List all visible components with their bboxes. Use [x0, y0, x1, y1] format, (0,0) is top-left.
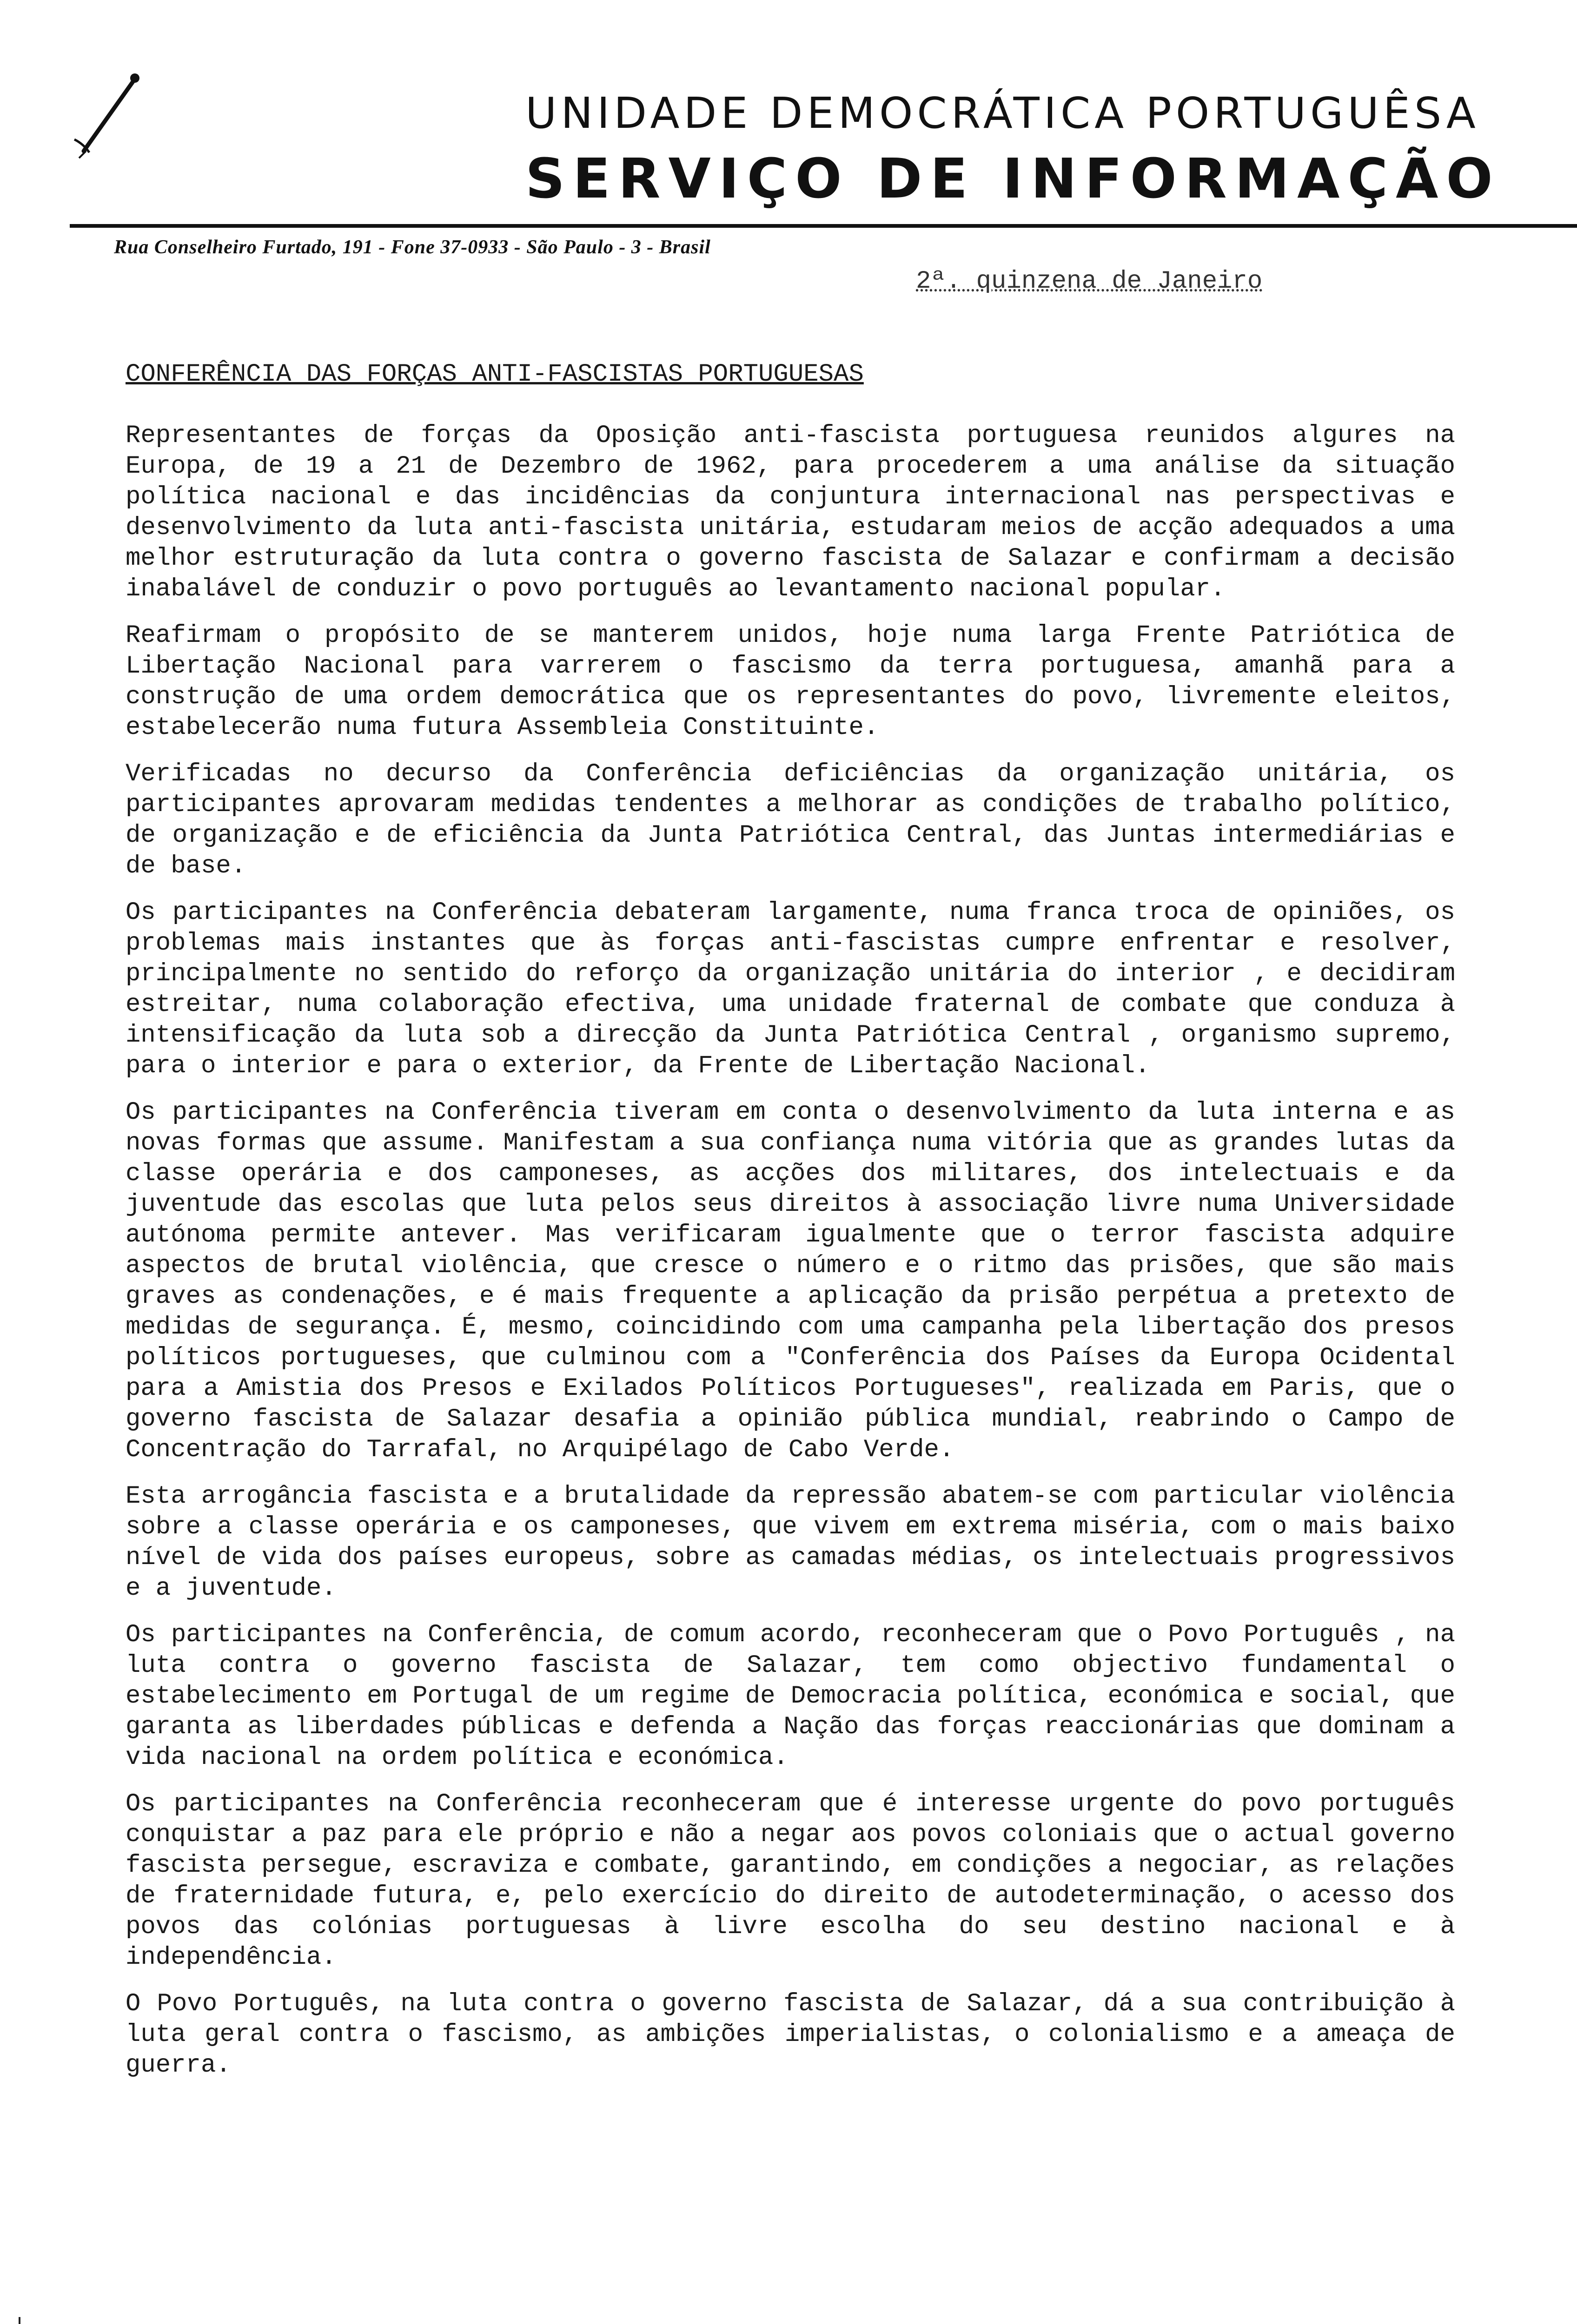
paragraph: Reafirmam o propósito de se manterem unidos, hoje numa larga Frente Patriótica de Libertação Nacional para varrerem o fascismo da terra portuguesa, amanhã para a construção de uma ordem democrática que os representantes do povo, livremente eleitos, estabelecerão numa futura Assembleia Constituinte.	[126, 621, 1455, 742]
article-body	[126, 421, 1455, 2097]
margin-rule	[19, 2317, 20, 2324]
organization-name: UNIDADE DEMOCRÁTICA PORTUGUÊSA	[525, 88, 1480, 138]
paragraph: Os participantes na Conferência tiveram em conta o desenvolvimento da luta interna e as novas formas que assume. Manifestam a sua confiança numa vitória que as grandes lutas da classe operária e dos camponeses, as acções dos militares, dos intelectuais e da juventude das escolas que luta pelos seus direitos à associação livre numa Universidade autónoma permite antever. Mas verificaram igualmente que o terror fascista adquire aspectos de brutal violência, que cresce o número e o ritmo das prisões, que são mais graves as condenações, e é mais frequente a aplicação da prisão perpétua a pretexto de medidas de segurança. É, mesmo, coincidindo com uma campanha pela libertação dos presos políticos portugueses, que culminou com a "Conferência dos Países da Europa Ocidental para a Amistia dos Presos e Exilados Políticos Portugueses", realizada em Paris, que o governo fascista de Salazar desafia a opinião pública mundial, reabrindo o Campo de Concentração do Tarrafal, no Arquipélago de Cabo Verde.	[126, 1098, 1455, 1464]
header-rule	[70, 224, 1577, 228]
paragraph: Os participantes na Conferência, de comum acordo, reconheceram que o Povo Português , na luta contra o governo fascista de Salazar, tem como objectivo fundamental o estabelecimento em Portugal de um regime de Democracia política, económica e social, que garanta as liberdades públicas e defenda a Nação das forças reaccionárias que dominam a vida nacional na ordem política e económica.	[126, 1621, 1455, 1772]
pen-stroke-logo-icon	[70, 70, 149, 163]
paragraph: Os participantes na Conferência reconheceram que é interesse urgente do povo português conquistar a paz para ele próprio e não a negar aos povos coloniais que o actual governo fascista persegue, escraviza e combate, garantindo, em condições a negociar, as relações de fraternidade futura, e, pelo exercício do direito de autodeterminação, o acesso dos povos das colónias portuguesas à livre escolha do seu destino nacional e à independência.	[126, 1790, 1455, 1972]
paragraph: Verificadas no decurso da Conferência deficiências da organização unitária, os participantes aprovaram medidas tendentes a melhorar as condições de trabalho político, de organização e de eficiência da Junta Patriótica Central, das Juntas intermediárias e de base.	[126, 760, 1455, 880]
paragraph: Representantes de forças da Oposição anti-fascista portuguesa reunidos algures na Europa, de 19 a 21 de Dezembro de 1962, para procederem a uma análise da situação política nacional e das incidências da conjuntura internacional nas perspectivas e desenvolvimento da luta anti-fascista unitária, estudaram meios de acção adequados a uma melhor estruturação da luta contra o governo fascista de Salazar e confirmam a decisão inabalável de conduzir o povo português ao levantamento nacional popular.	[126, 422, 1455, 603]
issue-date: 2ª. quinzena de Janeiro	[916, 267, 1263, 296]
address-line: Rua Conselheiro Furtado, 191 - Fone 37-0933 - São Paulo - 3 - Brasil	[114, 237, 711, 258]
paragraph: Esta arrogância fascista e a brutalidade da repressão abatem-se com particular violência sobre a classe operária e os camponeses, que vivem em extrema miséria, com o mais baixo nível de vida dos países europeus, sobre as camadas médias, os intelectuais progressivos e a juventude.	[126, 1482, 1455, 1603]
article-title: CONFERÊNCIA DAS FORÇAS ANTI-FASCISTAS PORTUGUESAS	[126, 360, 864, 389]
service-name: SERVIÇO DE INFORMAÇÃO	[525, 146, 1501, 211]
paragraph: O Povo Português, na luta contra o governo fascista de Salazar, dá a sua contribuição à luta geral contra o fascismo, as ambições imperialistas, o colonialismo e a ameaça de guerra.	[126, 1990, 1455, 2080]
paragraph: Os participantes na Conferência debateram largamente, numa franca troca de opiniões, os problemas mais instantes que às forças anti-fascistas cumpre enfrentar e resolver, principalmente no sentido do reforço da organização unitária do interior , e decidiram estreitar, numa colaboração efectiva, uma unidade fraternal de combate que conduza à intensificação da luta sob a direcção da Junta Patriótica Central , organismo supremo, para o interior e para o exterior, da Frente de Libertação Nacional.	[126, 898, 1455, 1080]
